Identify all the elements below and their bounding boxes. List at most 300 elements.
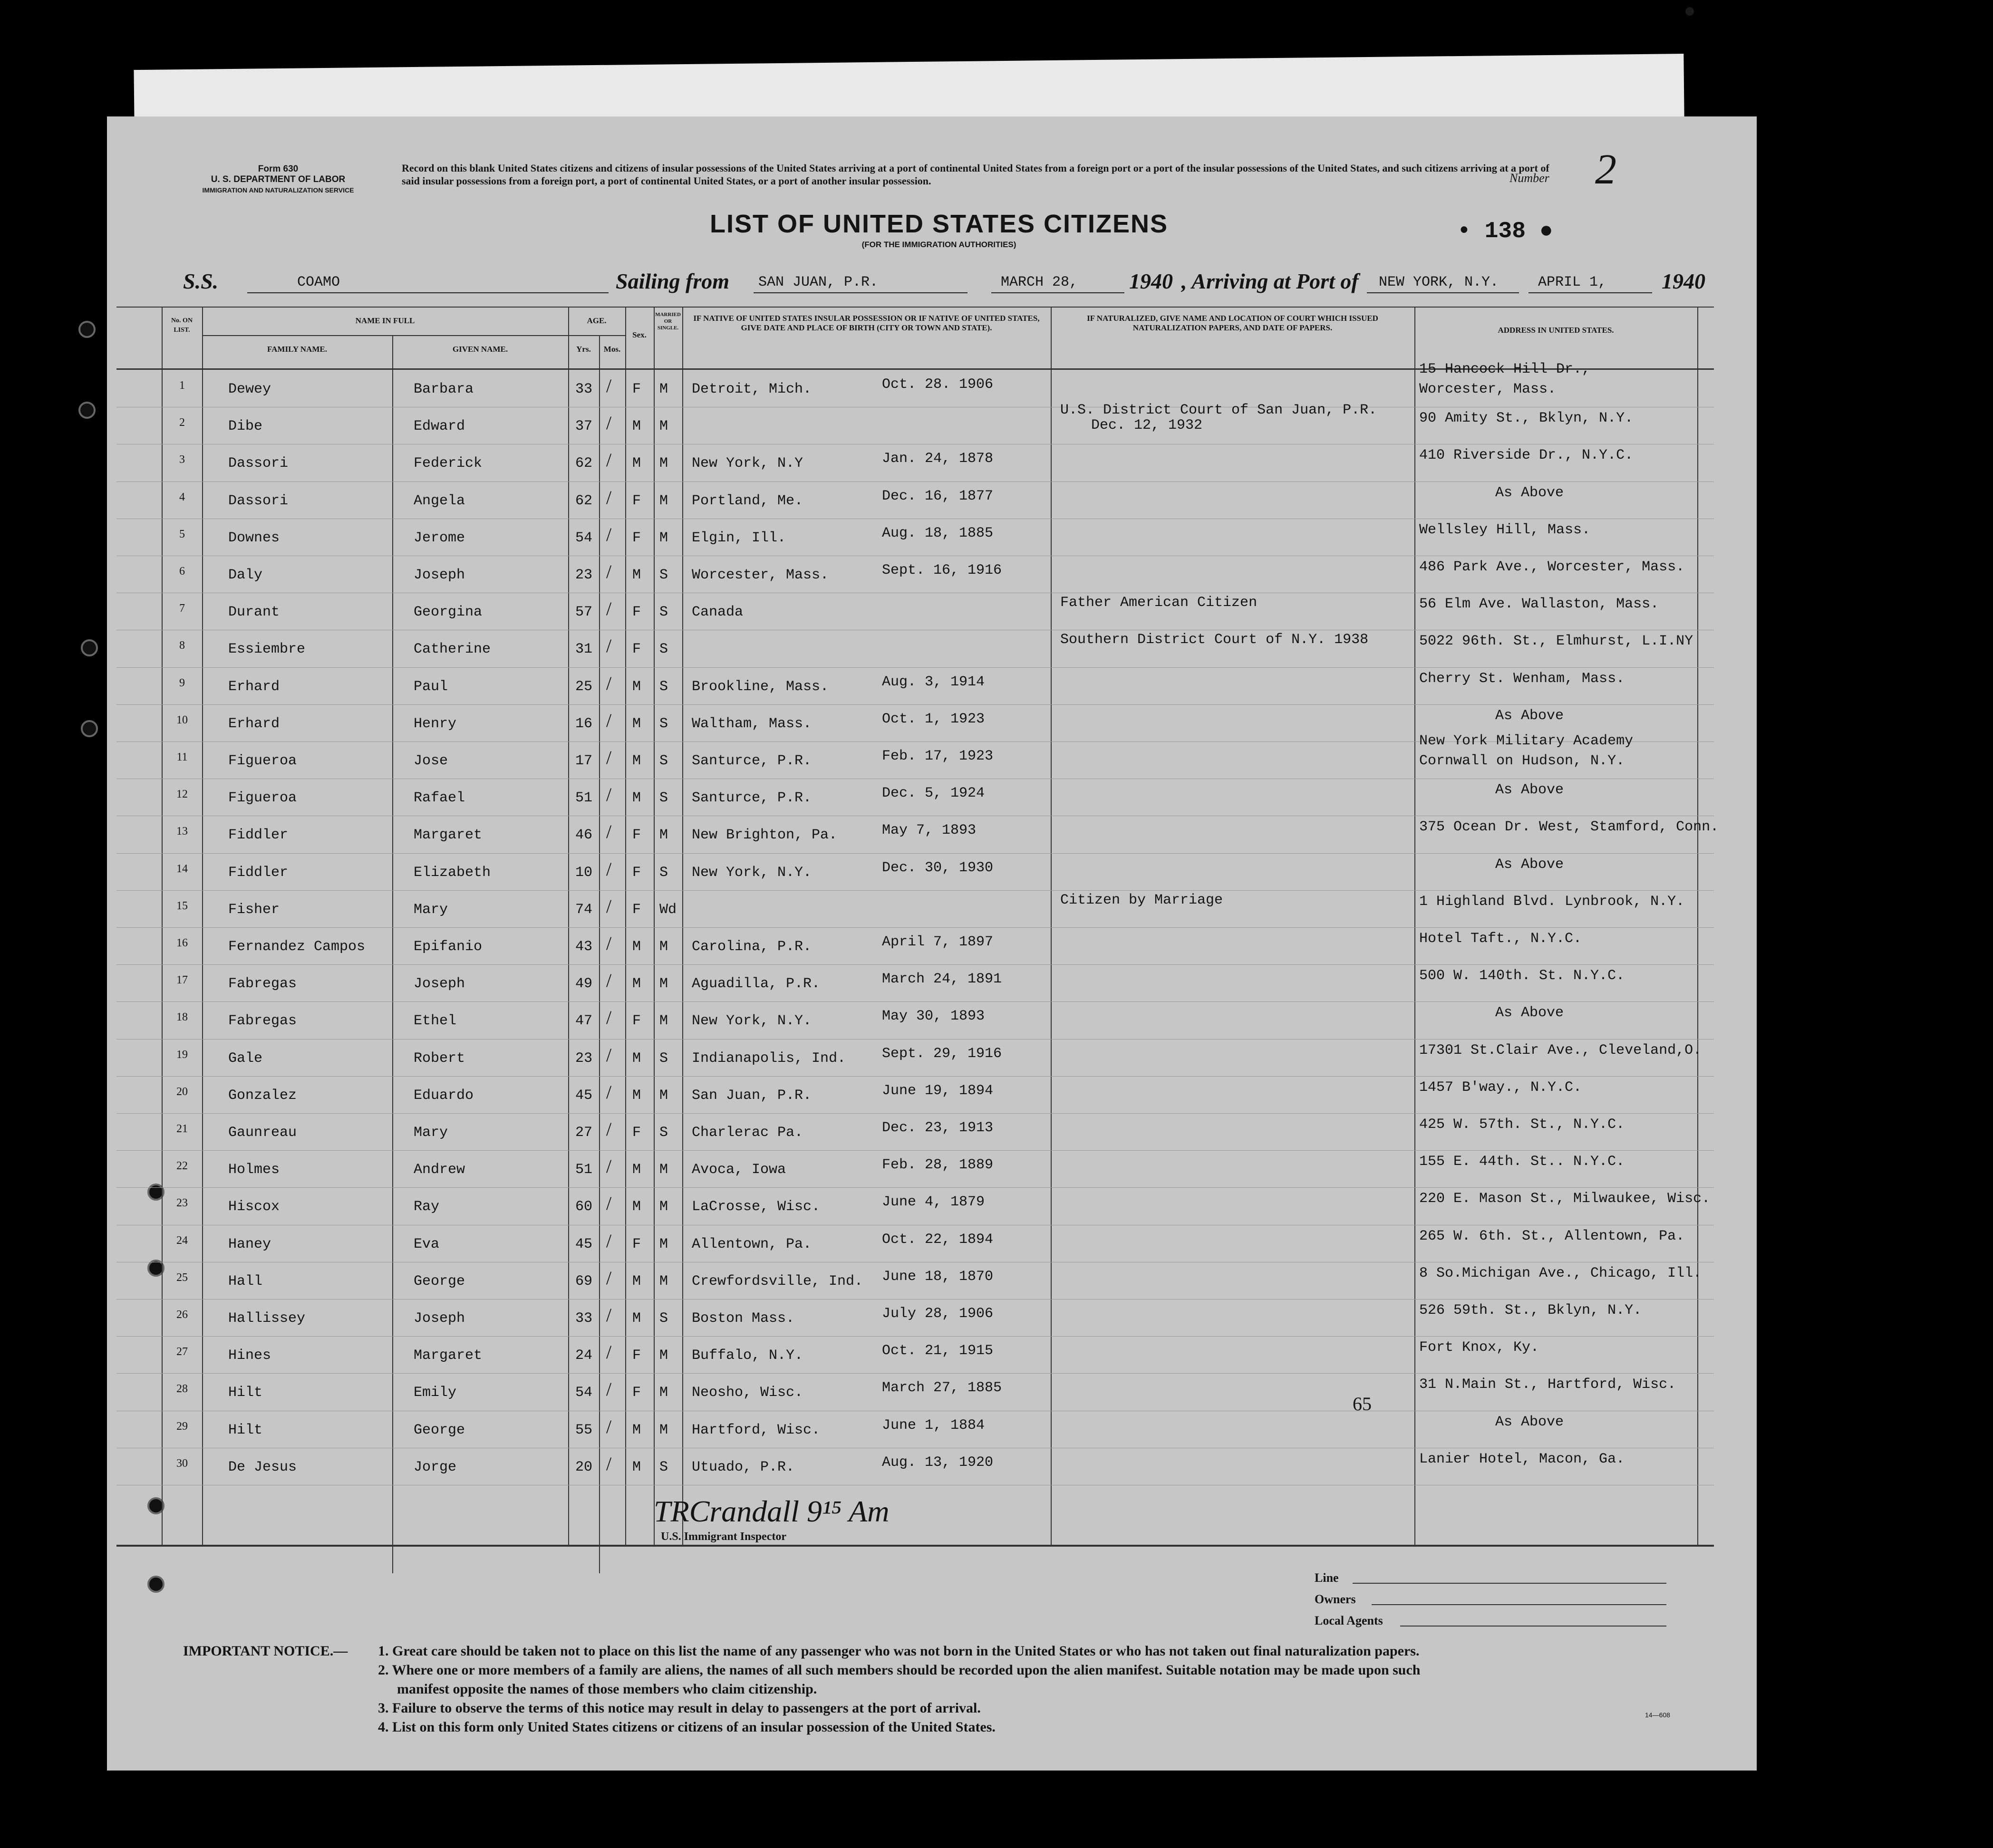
age-years: 57 <box>575 604 593 621</box>
birth-date: May 7, 1893 <box>882 822 977 839</box>
family-name: Hilt <box>228 1385 263 1401</box>
given-name: Margaret <box>414 1348 483 1364</box>
months-tick: / <box>606 858 612 880</box>
ss-label: S.S. <box>183 269 219 293</box>
col-divider <box>1051 307 1052 1545</box>
family-name: Hines <box>228 1348 271 1364</box>
row-number: 21 <box>176 1123 188 1135</box>
birth-place: Aguadilla, P.R. <box>692 976 821 992</box>
months-tick: / <box>606 449 612 471</box>
sex: M <box>632 976 641 992</box>
row-rule <box>116 1336 1714 1337</box>
agents-label: Local Agents <box>1315 1614 1383 1627</box>
birth-date: March 27, 1885 <box>882 1380 1002 1396</box>
arriving-label: , Arriving at Port of <box>1181 269 1359 293</box>
row-number: 23 <box>176 1197 188 1210</box>
row-rule <box>116 1001 1714 1002</box>
age-years: 74 <box>575 901 593 918</box>
sex: M <box>632 455 641 472</box>
col-divider <box>1414 307 1415 1545</box>
arrival-year: 1940 <box>1662 269 1705 293</box>
months-tick: / <box>606 747 612 768</box>
row-rule <box>116 964 1714 965</box>
given-name: Eva <box>414 1236 440 1252</box>
birth-place: Santurce, P.R. <box>692 753 812 769</box>
col-birth-header: IF NATIVE OF UNITED STATES INSULAR POSSESSION OR IF NATIVE OF UNITED STATES, GIVE DATE AND PLACE OF BIRTH (CITY OR TOWN AND STATE). <box>693 314 1040 332</box>
months-tick: / <box>606 1007 612 1029</box>
row-number: 11 <box>176 751 188 763</box>
arrival-underline <box>1529 292 1652 293</box>
notice-heading: IMPORTANT NOTICE.— <box>183 1643 348 1659</box>
marital-status: M <box>659 1422 668 1438</box>
birth-date: Sept. 16, 1916 <box>882 562 1002 578</box>
birth-date: Dec. 30, 1930 <box>882 859 994 876</box>
age-years: 33 <box>575 1310 593 1327</box>
col-given-header: GIVEN NAME. <box>452 345 508 354</box>
address: As Above <box>1495 782 1564 799</box>
age-years: 62 <box>575 455 593 472</box>
months-tick: / <box>606 1267 612 1289</box>
row-number: 24 <box>176 1234 188 1247</box>
sex: M <box>632 715 641 732</box>
given-name: Paul <box>414 678 448 695</box>
family-name: Hallissey <box>228 1310 306 1327</box>
address: New York Military Academy <box>1419 733 1634 749</box>
age-years: 60 <box>575 1199 593 1215</box>
given-name: Rafael <box>414 790 465 807</box>
months-tick: / <box>606 412 612 434</box>
family-name: Gaunreau <box>228 1125 297 1141</box>
page-subtitle: (FOR THE IMMIGRATION AUTHORITIES) <box>861 240 1016 249</box>
age-years: 10 <box>575 864 593 881</box>
row-rule <box>116 1373 1714 1374</box>
sex: F <box>632 604 641 621</box>
marital-status: S <box>659 641 668 658</box>
from-port: SAN JUAN, P.R. <box>758 274 879 290</box>
given-name: Georgina <box>414 604 483 621</box>
marital-status: S <box>659 678 668 695</box>
col-divider <box>568 307 569 1545</box>
col-no-header: No. ON LIST. <box>171 317 193 334</box>
given-name: George <box>414 1273 465 1290</box>
row-number: 25 <box>176 1271 188 1284</box>
punch-hole <box>147 1576 164 1593</box>
sex: F <box>632 1385 641 1401</box>
months-tick: / <box>606 821 612 843</box>
family-name: Dibe <box>228 418 263 435</box>
col-sex-header: Sex. <box>632 330 647 339</box>
list-number: 2 <box>1595 146 1616 193</box>
row-number: 27 <box>176 1346 188 1358</box>
given-name: Elizabeth <box>414 864 491 881</box>
sex: F <box>632 381 641 397</box>
sex: F <box>632 529 641 546</box>
birth-place: New York, N.Y. <box>692 1013 812 1030</box>
birth-place: Indianapolis, Ind. <box>692 1050 846 1067</box>
birth-place: Crewfordsville, Ind. <box>692 1273 863 1290</box>
months-tick: / <box>606 1415 612 1437</box>
sailing-label: Sailing from <box>616 269 730 293</box>
name-subrule <box>202 335 568 336</box>
notice-item-2b: manifest opposite the names of those members who claim citizenship. <box>397 1681 817 1697</box>
row-number: 16 <box>176 937 188 949</box>
age-years: 23 <box>575 1050 593 1067</box>
age-years: 31 <box>575 641 593 658</box>
col-divider <box>654 307 655 1545</box>
marital-status: M <box>659 529 668 546</box>
address: As Above <box>1495 1005 1564 1021</box>
marital-status: M <box>659 976 668 992</box>
birth-date: Feb. 17, 1923 <box>882 748 994 764</box>
ship-underline <box>247 292 609 293</box>
birth-place: Allentown, Pa. <box>692 1236 812 1252</box>
age-years: 47 <box>575 1013 593 1030</box>
family-name: Hall <box>228 1273 263 1290</box>
age-years: 55 <box>575 1422 593 1438</box>
given-name: Epifanio <box>414 939 483 955</box>
marital-status: M <box>659 827 668 844</box>
birth-place: Portland, Me. <box>692 492 803 509</box>
family-name: Fiddler <box>228 827 289 844</box>
months-tick: / <box>606 1193 612 1214</box>
age-subrule <box>568 335 625 336</box>
marital-status: S <box>659 567 668 583</box>
birth-date: May 30, 1893 <box>882 1008 985 1025</box>
given-name: Joseph <box>414 976 465 992</box>
from-underline <box>754 292 967 293</box>
notice-item-4: 4. List on this form only United States citizens or citizens of an insular possession of the United States. <box>378 1719 996 1735</box>
family-name: Fernandez Campos <box>228 939 366 955</box>
birth-date: Feb. 28, 1889 <box>882 1157 994 1174</box>
sex: M <box>632 1422 641 1438</box>
form-code: 14—608 <box>1645 1711 1670 1719</box>
marital-status: M <box>659 1236 668 1252</box>
family-name: Hiscox <box>228 1199 280 1215</box>
marital-status: M <box>659 1385 668 1401</box>
sex: F <box>632 864 641 881</box>
birth-date: Oct. 22, 1894 <box>882 1231 994 1248</box>
months-tick: / <box>606 523 612 545</box>
sex: M <box>632 1459 641 1475</box>
birth-date: Dec. 16, 1877 <box>882 488 994 504</box>
marital-status: M <box>659 381 668 397</box>
inspector-title: U.S. Immigrant Inspector <box>661 1530 786 1543</box>
sex: M <box>632 567 641 583</box>
age-years: 20 <box>575 1459 593 1475</box>
age-years: 69 <box>575 1273 593 1290</box>
birth-date: April 7, 1897 <box>882 934 994 950</box>
birth-date: Oct. 28. 1906 <box>882 376 994 393</box>
months-tick: / <box>606 1304 612 1326</box>
marital-status: M <box>659 939 668 955</box>
sex: M <box>632 1310 641 1327</box>
family-name: Fiddler <box>228 864 289 881</box>
address: As Above <box>1495 484 1564 501</box>
port-underline <box>1367 292 1519 293</box>
address: 375 Ocean Dr. West, Stamford, Conn. <box>1419 819 1719 836</box>
months-tick: / <box>606 561 612 582</box>
family-name: Dewey <box>228 381 271 397</box>
address: 486 Park Ave., Worcester, Mass. <box>1419 559 1685 575</box>
given-name: Jorge <box>414 1459 457 1475</box>
col-mos-header: Mos. <box>603 345 621 354</box>
family-name: Erhard <box>228 678 280 695</box>
row-rule <box>116 890 1714 891</box>
sex: M <box>632 753 641 769</box>
sex: F <box>632 1013 641 1030</box>
address: Lanier Hotel, Macon, Ga. <box>1419 1451 1625 1467</box>
birth-place: Charlerac Pa. <box>692 1125 803 1141</box>
months-tick: / <box>606 375 612 396</box>
address: 90 Amity St., Bklyn, N.Y. <box>1419 410 1634 427</box>
row-rule <box>116 853 1714 854</box>
age-years: 46 <box>575 827 593 844</box>
age-years: 16 <box>575 715 593 732</box>
birth-place: Detroit, Mich. <box>692 381 812 397</box>
given-name: Edward <box>414 418 465 435</box>
family-name: Figueroa <box>228 753 297 769</box>
family-name: Holmes <box>228 1162 280 1178</box>
birth-place: Buffalo, N.Y. <box>692 1348 803 1364</box>
col-age-header: AGE. <box>587 316 607 325</box>
owners-rule <box>1372 1604 1666 1605</box>
months-tick: / <box>606 672 612 694</box>
family-name: De Jesus <box>228 1459 297 1475</box>
row-number: 18 <box>176 1011 188 1024</box>
months-tick: / <box>606 709 612 731</box>
line-label: Line <box>1315 1571 1339 1585</box>
months-tick: / <box>606 933 612 954</box>
given-name: Angela <box>414 492 465 509</box>
given-name: Barbara <box>414 381 474 397</box>
birth-place: Worcester, Mass. <box>692 567 829 583</box>
birth-place: Santurce, P.R. <box>692 790 812 807</box>
age-years: 23 <box>575 567 593 583</box>
sex: F <box>632 1236 641 1252</box>
marital-status: S <box>659 864 668 881</box>
row-number: 4 <box>179 491 185 503</box>
months-tick: / <box>606 486 612 508</box>
family-name: Figueroa <box>228 790 297 807</box>
given-name: Joseph <box>414 567 465 583</box>
page-title: LIST OF UNITED STATES CITIZENS <box>710 210 1168 238</box>
given-name: Mary <box>414 901 448 918</box>
sex: M <box>632 1199 641 1215</box>
months-tick: / <box>606 784 612 806</box>
age-years: 33 <box>575 381 593 397</box>
months-tick: / <box>606 895 612 917</box>
agents-rule <box>1400 1626 1666 1627</box>
marital-status: S <box>659 1310 668 1327</box>
marital-status: Wd <box>659 901 677 918</box>
row-number: 2 <box>179 416 185 429</box>
birth-date: June 19, 1894 <box>882 1082 994 1099</box>
row-number: 19 <box>176 1048 188 1061</box>
col-divider <box>625 307 626 1545</box>
age-years: 43 <box>575 939 593 955</box>
row-rule <box>116 927 1714 928</box>
row-number: 10 <box>176 713 188 726</box>
address: 410 Riverside Dr., N.Y.C. <box>1419 447 1634 464</box>
sail-date: MARCH 28, <box>1001 274 1078 290</box>
birth-place: Elgin, Ill. <box>692 529 786 546</box>
col-name-header: NAME IN FULL <box>355 316 415 325</box>
sex: M <box>632 1273 641 1290</box>
row-number: 1 <box>179 379 185 392</box>
given-name: Andrew <box>414 1162 465 1178</box>
naturalization: Father American Citizen <box>1060 595 1258 611</box>
col-divider <box>682 307 683 1545</box>
row-number: 20 <box>176 1085 188 1098</box>
punch-hole <box>81 639 98 656</box>
birth-place: Utuado, P.R. <box>692 1459 795 1475</box>
family-name: Erhard <box>228 715 280 732</box>
sex: M <box>632 790 641 807</box>
corner-mark <box>1685 7 1694 16</box>
months-tick: / <box>606 1378 612 1400</box>
address: 526 59th. St., Bklyn, N.Y. <box>1419 1302 1642 1319</box>
birth-place: San Juan, P.R. <box>692 1087 812 1104</box>
marital-status: M <box>659 492 668 509</box>
marital-status: S <box>659 1459 668 1475</box>
service: IMMIGRATION AND NATURALIZATION SERVICE <box>202 186 354 194</box>
row-number: 7 <box>179 602 185 615</box>
col-address-header: ADDRESS IN UNITED STATES. <box>1498 326 1614 335</box>
marital-status: S <box>659 1125 668 1141</box>
row-rule <box>116 704 1714 705</box>
birth-place: LaCrosse, Wisc. <box>692 1199 821 1215</box>
given-name: Jerome <box>414 529 465 546</box>
row-number: 15 <box>176 899 188 912</box>
sail-underline <box>991 292 1124 293</box>
birth-date: Oct. 21, 1915 <box>882 1343 994 1359</box>
address: 155 E. 44th. St.. N.Y.C. <box>1419 1154 1625 1170</box>
age-years: 45 <box>575 1236 593 1252</box>
birth-date: Dec. 23, 1913 <box>882 1120 994 1136</box>
marital-status: M <box>659 1348 668 1364</box>
given-name: Margaret <box>414 827 483 844</box>
row-rule <box>116 1039 1714 1040</box>
birth-date: June 4, 1879 <box>882 1194 985 1211</box>
age-years: 45 <box>575 1087 593 1104</box>
address: 8 So.Michigan Ave., Chicago, Ill. <box>1419 1265 1702 1281</box>
owners-label: Owners <box>1315 1592 1356 1606</box>
age-years: 25 <box>575 678 593 695</box>
given-name: Ethel <box>414 1013 457 1030</box>
address: 17301 St.Clair Ave., Cleveland,O. <box>1419 1042 1702 1059</box>
given-name: Ray <box>414 1199 440 1215</box>
given-name: Emily <box>414 1385 457 1401</box>
address: As Above <box>1495 707 1564 724</box>
col-divider <box>1697 307 1698 1545</box>
marital-status: M <box>659 455 668 472</box>
sex: F <box>632 492 641 509</box>
marital-status: M <box>659 1273 668 1290</box>
number-label: Number <box>1509 171 1549 185</box>
birth-date: June 18, 1870 <box>882 1268 994 1285</box>
row-number: 26 <box>176 1309 188 1321</box>
line-rule <box>1353 1583 1666 1584</box>
col-family-header: FAMILY NAME. <box>267 345 327 354</box>
row-rule <box>116 1187 1714 1188</box>
address: 1 Highland Blvd. Lynbrook, N.Y. <box>1419 893 1685 910</box>
row-number: 12 <box>176 788 188 801</box>
table-top-rule <box>116 307 1714 308</box>
marital-status: M <box>659 1087 668 1104</box>
arrival-port: NEW YORK, N.Y. <box>1379 274 1499 290</box>
family-name: Fabregas <box>228 976 297 992</box>
age-years: 27 <box>575 1125 593 1141</box>
family-name: Downes <box>228 529 280 546</box>
address: 500 W. 140th. St. N.Y.C. <box>1419 968 1625 984</box>
address: 56 Elm Ave. Wallaston, Mass. <box>1419 596 1659 613</box>
address: 15 Hancock Hill Dr., <box>1419 361 1591 377</box>
age-years: 54 <box>575 1385 593 1401</box>
address: 31 N.Main St., Hartford, Wisc. <box>1419 1376 1676 1393</box>
punch-hole <box>78 402 96 419</box>
row-rule <box>116 667 1714 668</box>
row-number: 22 <box>176 1160 188 1173</box>
given-name: Eduardo <box>414 1087 474 1104</box>
family-name: Dassori <box>228 455 289 472</box>
birth-place: Canada <box>692 604 744 621</box>
col-divider <box>162 307 163 1545</box>
sex: F <box>632 901 641 918</box>
birth-date: Jan. 24, 1878 <box>882 451 994 467</box>
record-instructions: Record on this blank United States citizens and citizens of insular possessions of the United States arriving at a port of continental United States from a foreign port or a port of the insular possessions of the United States, and such citizens arriving at a port of said insular possessions from a foreign port, a port of continental United States, or a port of another insular possession. <box>402 162 1549 187</box>
given-name: George <box>414 1422 465 1438</box>
marital-status: M <box>659 1199 668 1215</box>
marital-status: S <box>659 753 668 769</box>
family-name: Fabregas <box>228 1013 297 1030</box>
naturalization: Citizen by Marriage <box>1060 892 1223 908</box>
birth-place: Neosho, Wisc. <box>692 1385 803 1401</box>
birth-place: Brookline, Mass. <box>692 678 829 695</box>
family-name: Essiembre <box>228 641 306 658</box>
inspector-signature: TRCrandall 9¹⁵ Am <box>654 1494 890 1528</box>
arrival-date: APRIL 1, <box>1538 274 1607 290</box>
voyage-line <box>183 269 1752 297</box>
months-tick: / <box>606 598 612 620</box>
col-divider <box>599 335 600 1573</box>
address: 1457 B'way., N.Y.C. <box>1419 1079 1582 1096</box>
family-name: Daly <box>228 567 263 583</box>
sex: M <box>632 939 641 955</box>
address: As Above <box>1495 1414 1564 1430</box>
family-name: Gonzalez <box>228 1087 297 1104</box>
row-number: 28 <box>176 1383 188 1396</box>
family-name: Dassori <box>228 492 289 509</box>
col-divider <box>392 335 393 1573</box>
sex: F <box>632 641 641 658</box>
marital-status: M <box>659 1013 668 1030</box>
months-tick: / <box>606 1230 612 1251</box>
punch-hole <box>78 321 96 338</box>
given-name: Joseph <box>414 1310 465 1327</box>
months-tick: / <box>606 635 612 657</box>
birth-place: Carolina, P.R. <box>692 939 812 955</box>
birth-date: Aug. 18, 1885 <box>882 525 994 541</box>
age-years: 49 <box>575 976 593 992</box>
family-name: Hilt <box>228 1422 263 1438</box>
sex: M <box>632 678 641 695</box>
given-name: Catherine <box>414 641 491 658</box>
birth-place: Hartford, Wisc. <box>692 1422 821 1438</box>
sex: M <box>632 1050 641 1067</box>
marital-status: M <box>659 1162 668 1178</box>
age-years: 51 <box>575 790 593 807</box>
birth-place: Boston Mass. <box>692 1310 795 1327</box>
